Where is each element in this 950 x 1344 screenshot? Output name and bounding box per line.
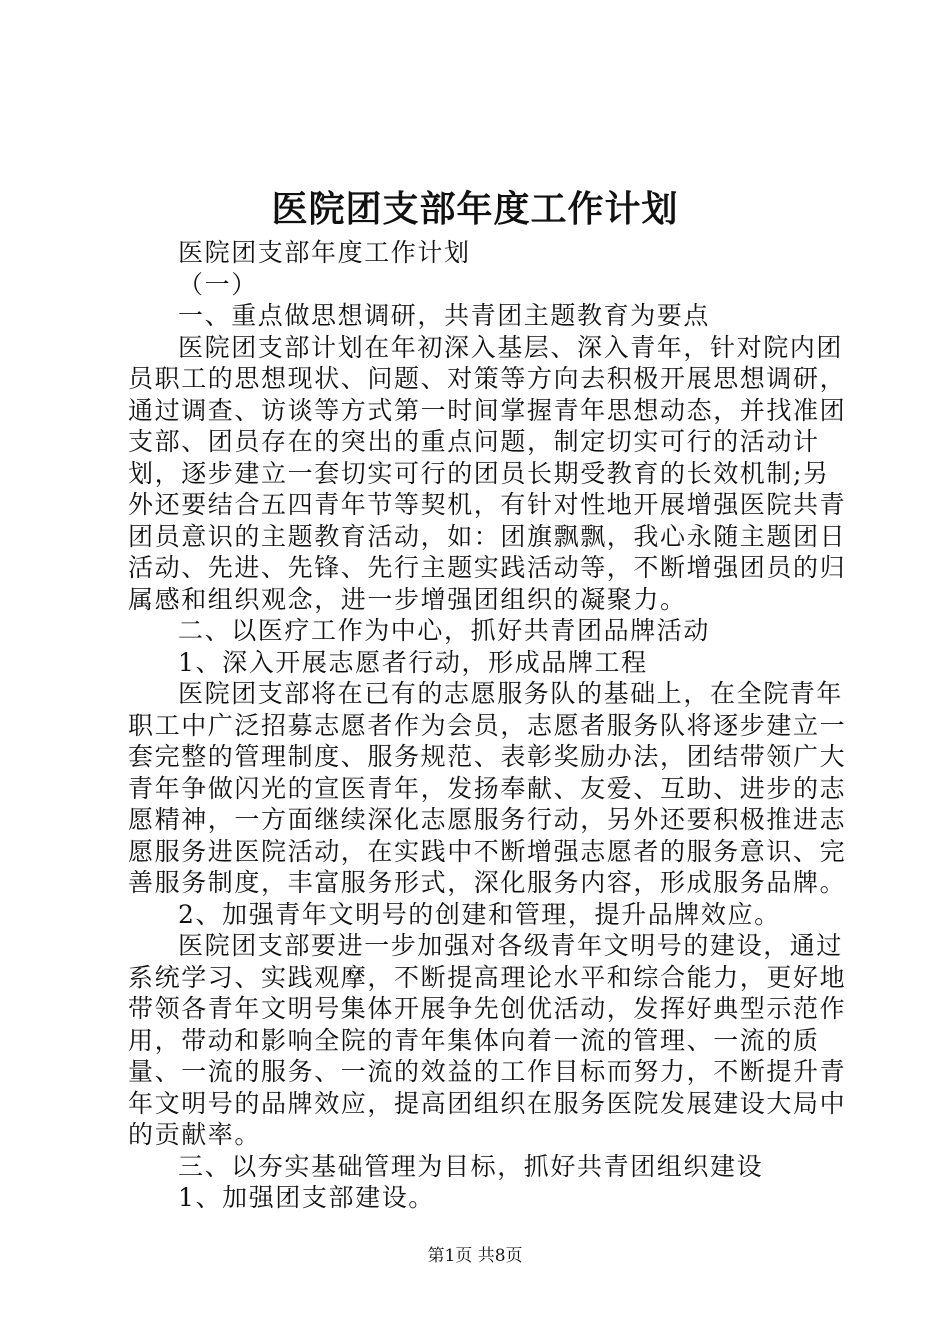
subtitle-line: 医院团支部年度工作计划	[178, 238, 471, 267]
subheading-3-1: 1、加强团支部建设。	[178, 1183, 435, 1212]
heading-2: 二、以医疗工作为中心，抓好共青团品牌活动	[178, 616, 711, 645]
paragraph-2: 医院团支部将在已有的志愿服务队的基础上，在全院青年职工中广泛招募志愿者作为会员，志愿者服务队将逐步建立一套完整的管理制度、服务规范、表彰奖励办法，团结带领广大青年争做闪光的宣医青年，发扬奉献、友爱、互助、进步的志愿精神，一方面继续深化志愿服务行动，另外还要积极推进志愿服务进医院活动，在实践中不断增强志愿者的服务意识、完善服务制度，丰富服务形式，深化服务内容，形成服务品牌。	[128, 679, 847, 897]
document-body	[128, 237, 848, 1214]
page-footer: 第1页 共8页	[427, 1246, 523, 1266]
heading-3: 三、以夯实基础管理为目标，抓好共青团组织建设	[178, 1151, 764, 1181]
document-title: 医院团支部年度工作计划	[271, 188, 679, 230]
heading-1: 一、重点做思想调研，共青团主题教育为要点	[178, 301, 711, 330]
subheading-2-1: 1、深入开展志愿者行动，形成品牌工程	[178, 647, 648, 677]
paragraph-3: 医院团支部要进一步加强对各级青年文明号的建设，通过系统学习、实践观摩，不断提高理论水平和综合能力，更好地带领各青年文明号集体开展争先创优活动，发挥好典型示范作用，带动和影响全院的青年集体向着一流的管理、一流的质量、一流的服务、一流的效益的工作目标而努力，不断提升青年文明号的品牌效应，提高团组织在服务医院发展建设大局中的贡献率。	[128, 931, 847, 1149]
subheading-2-2: 2、加强青年文明号的创建和管理，提升品牌效应。	[178, 899, 781, 929]
section-number: （一）	[178, 269, 258, 299]
paragraph-1: 医院团支部计划在年初深入基层、深入青年，针对院内团员职工的思想现状、问题、对策等方向去积极开展思想调研，通过调查、访谈等方式第一时间掌握青年思想动态，并找准团支部、团员存在的突出的重点问题，制定切实可行的活动计划，逐步建立一套切实可行的团员长期受教育的长效机制;另外还要结合五四青年节等契机，有针对性地开展增强医院共青团员意识的主题教育活动，如：团旗飘飘，我心永随主题团日活动、先进、先锋、先行主题实践活动等，不断增强团员的归属感和组织观念，进一步增强团组织的凝聚力。	[128, 332, 847, 614]
